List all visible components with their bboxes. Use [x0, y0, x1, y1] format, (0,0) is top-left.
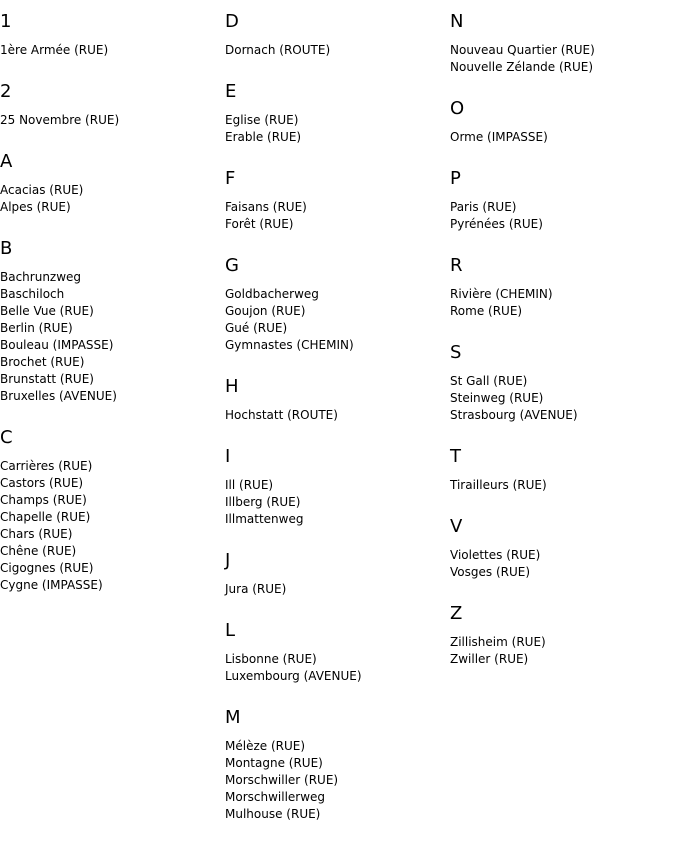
- street-list: [0, 182, 220, 216]
- letter-group: [225, 707, 445, 823]
- street-link[interactable]: Forêt (RUE): [225, 217, 294, 231]
- street-link[interactable]: Orme (IMPASSE): [450, 130, 548, 144]
- group-letter-heading: 2: [0, 81, 12, 102]
- street-list: [0, 112, 220, 129]
- street-list: [225, 651, 445, 685]
- street-link[interactable]: Paris (RUE): [450, 200, 517, 214]
- street-link[interactable]: Jura (RUE): [225, 582, 287, 596]
- street-link[interactable]: Brunstatt (RUE): [0, 372, 94, 386]
- street-link[interactable]: Gymnastes (CHEMIN): [225, 338, 354, 352]
- group-letter-heading: B: [0, 238, 13, 259]
- street-link[interactable]: Rivière (CHEMIN): [450, 287, 553, 301]
- street-link[interactable]: Alpes (RUE): [0, 200, 71, 214]
- street-link[interactable]: Gué (RUE): [225, 321, 288, 335]
- group-letter-heading: Z: [450, 603, 463, 624]
- street-link[interactable]: Cigognes (RUE): [0, 561, 94, 575]
- street-list: [225, 477, 445, 528]
- street-link[interactable]: Mulhouse (RUE): [225, 807, 321, 821]
- group-letter-heading: R: [450, 255, 463, 276]
- street-link[interactable]: Illmattenweg: [225, 512, 304, 526]
- letter-group: [225, 81, 445, 146]
- street-link[interactable]: 25 Novembre (RUE): [0, 113, 120, 127]
- group-letter-heading: T: [450, 446, 461, 467]
- street-link[interactable]: Chapelle (RUE): [0, 510, 91, 524]
- street-link[interactable]: Luxembourg (AVENUE): [225, 669, 362, 683]
- street-link[interactable]: Eglise (RUE): [225, 113, 299, 127]
- letter-group: [225, 255, 445, 354]
- street-link[interactable]: Baschiloch: [0, 287, 65, 301]
- letter-group: [225, 376, 445, 424]
- street-link[interactable]: Morschwiller (RUE): [225, 773, 339, 787]
- street-link[interactable]: Goujon (RUE): [225, 304, 306, 318]
- letter-group: [0, 427, 220, 594]
- street-link[interactable]: Bruxelles (AVENUE): [0, 389, 117, 403]
- letter-group: [450, 168, 670, 233]
- street-link[interactable]: Brochet (RUE): [0, 355, 85, 369]
- street-link[interactable]: St Gall (RUE): [450, 374, 528, 388]
- street-link[interactable]: Faisans (RUE): [225, 200, 307, 214]
- street-list: [225, 112, 445, 146]
- street-link[interactable]: Zwiller (RUE): [450, 652, 529, 666]
- group-letter-heading: D: [225, 11, 239, 32]
- street-link[interactable]: Cygne (IMPASSE): [0, 578, 103, 592]
- street-link[interactable]: Chêne (RUE): [0, 544, 77, 558]
- street-list: [225, 286, 445, 354]
- letter-group: [450, 516, 670, 581]
- street-link[interactable]: Hochstatt (ROUTE): [225, 408, 338, 422]
- street-list: [225, 738, 445, 823]
- group-letter-heading: P: [450, 168, 461, 189]
- street-list: [450, 547, 670, 581]
- street-link[interactable]: Nouvelle Zélande (RUE): [450, 60, 594, 74]
- group-letter-heading: A: [0, 151, 13, 172]
- letter-group: [450, 255, 670, 320]
- street-link[interactable]: Goldbacherweg: [225, 287, 319, 301]
- street-link[interactable]: Montagne (RUE): [225, 756, 323, 770]
- street-link[interactable]: Acacias (RUE): [0, 183, 84, 197]
- street-link[interactable]: Nouveau Quartier (RUE): [450, 43, 595, 57]
- street-list: [450, 129, 670, 146]
- group-letter-heading: H: [225, 376, 239, 397]
- street-link[interactable]: Violettes (RUE): [450, 548, 541, 562]
- street-link[interactable]: Vosges (RUE): [450, 565, 531, 579]
- group-letter-heading: J: [225, 550, 231, 571]
- letter-group: [225, 446, 445, 528]
- street-link[interactable]: Erable (RUE): [225, 130, 302, 144]
- street-list: [450, 42, 670, 76]
- street-link[interactable]: Zillisheim (RUE): [450, 635, 546, 649]
- group-letter-heading: L: [225, 620, 236, 641]
- street-link[interactable]: Carrières (RUE): [0, 459, 93, 473]
- letter-group: [225, 11, 445, 59]
- street-link[interactable]: Bouleau (IMPASSE): [0, 338, 114, 352]
- group-letter-heading: C: [0, 427, 13, 448]
- group-letter-heading: I: [225, 446, 231, 467]
- street-link[interactable]: Morschwillerweg: [225, 790, 326, 804]
- group-letter-heading: 1: [0, 11, 12, 32]
- letter-group: [450, 603, 670, 668]
- street-link[interactable]: 1ère Armée (RUE): [0, 43, 109, 57]
- street-list: [225, 407, 445, 424]
- letter-group: [225, 168, 445, 233]
- street-list: [450, 634, 670, 668]
- group-letter-heading: M: [225, 707, 241, 728]
- index-column-1: [0, 11, 220, 616]
- letter-group: [225, 620, 445, 685]
- group-letter-heading: G: [225, 255, 239, 276]
- index-column-3: [450, 11, 670, 690]
- street-list: [450, 477, 670, 494]
- street-list: [0, 269, 220, 405]
- street-link[interactable]: Strasbourg (AVENUE): [450, 408, 578, 422]
- group-letter-heading: O: [450, 98, 465, 119]
- street-link[interactable]: Champs (RUE): [0, 493, 87, 507]
- letter-group: [450, 342, 670, 424]
- letter-group: [450, 11, 670, 76]
- street-link[interactable]: Bachrunzweg: [0, 270, 82, 284]
- letter-group: [450, 446, 670, 494]
- street-link[interactable]: Steinweg (RUE): [450, 391, 544, 405]
- street-list: [225, 199, 445, 233]
- street-link[interactable]: Belle Vue (RUE): [0, 304, 94, 318]
- street-link[interactable]: Chars (RUE): [0, 527, 73, 541]
- street-link[interactable]: Lisbonne (RUE): [225, 652, 317, 666]
- street-link[interactable]: Berlin (RUE): [0, 321, 73, 335]
- group-letter-heading: E: [225, 81, 237, 102]
- street-list: [450, 373, 670, 424]
- group-letter-heading: S: [450, 342, 462, 363]
- letter-group: [225, 550, 445, 598]
- street-link[interactable]: Pyrénées (RUE): [450, 217, 543, 231]
- letter-group: [0, 151, 220, 216]
- group-letter-heading: N: [450, 11, 464, 32]
- street-link[interactable]: Rome (RUE): [450, 304, 523, 318]
- street-list: [0, 42, 220, 59]
- street-link[interactable]: Tirailleurs (RUE): [450, 478, 547, 492]
- street-link[interactable]: Castors (RUE): [0, 476, 84, 490]
- street-link[interactable]: Mélèze (RUE): [225, 739, 306, 753]
- letter-group: [450, 98, 670, 146]
- street-list: [225, 42, 445, 59]
- street-link[interactable]: Ill (RUE): [225, 478, 274, 492]
- index-column-2: [225, 11, 445, 845]
- letter-group: [0, 81, 220, 129]
- street-list: [450, 286, 670, 320]
- street-link[interactable]: Dornach (ROUTE): [225, 43, 331, 57]
- group-letter-heading: V: [450, 516, 463, 537]
- group-letter-heading: F: [225, 168, 236, 189]
- street-list: [225, 581, 445, 598]
- street-link[interactable]: Illberg (RUE): [225, 495, 301, 509]
- street-list: [450, 199, 670, 233]
- street-list: [0, 458, 220, 594]
- letter-group: [0, 238, 220, 405]
- letter-group: [0, 11, 220, 59]
